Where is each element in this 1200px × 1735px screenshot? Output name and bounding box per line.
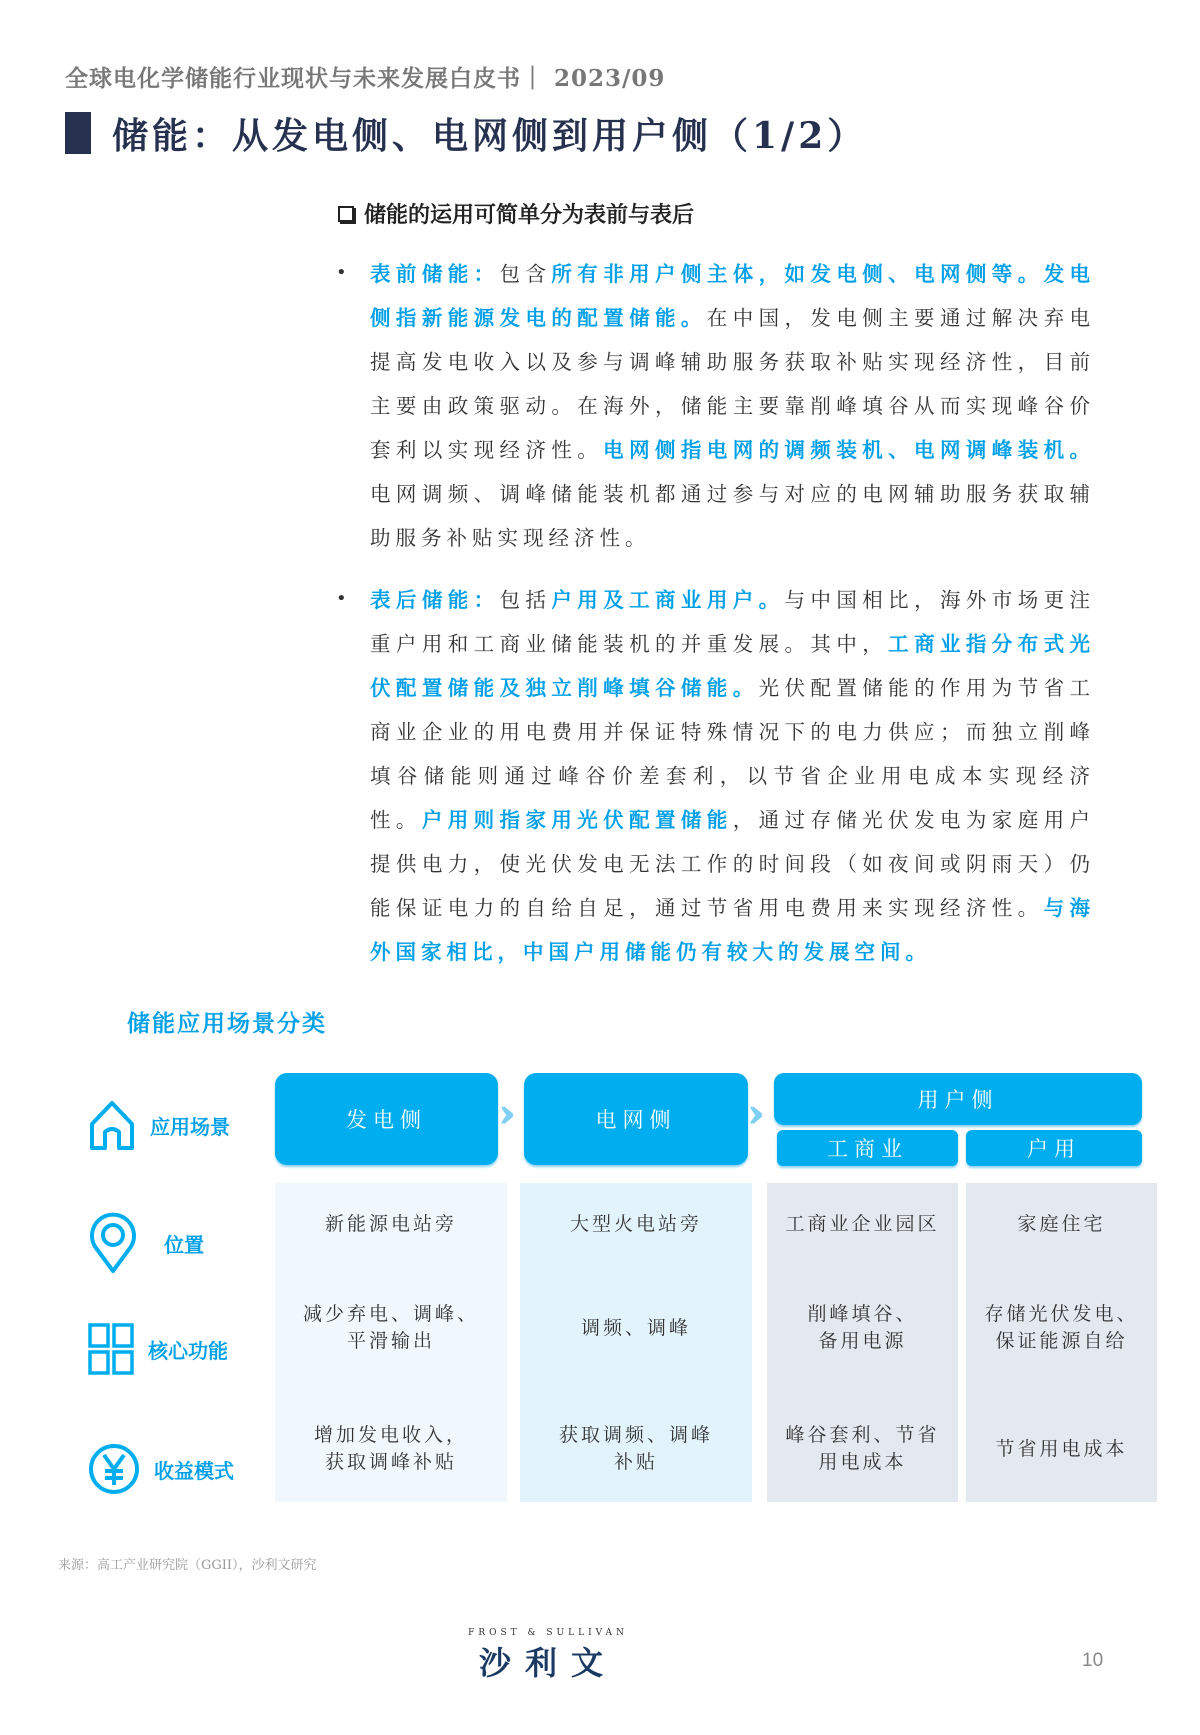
diagram-title: 储能应用场景分类 [127,1010,327,1037]
cell-location: 家庭住宅 [1017,1212,1106,1235]
highlighted-text: 与海外国家相比，中国户用储能仍有较大的发展空间。 [370,896,1096,964]
source-note: 来源：高工产业研究院（GGII），沙利文研究 [58,1558,317,1573]
row-label-text: 应用场景 [150,1114,230,1139]
bullet-dot-icon: • [336,262,347,283]
bullet-dot-icon: • [336,588,347,609]
row-label-text: 核心功能 [148,1338,228,1363]
body-text: ，通过存储光伏发电为家庭用户提供电力，使光伏发电无法工作的时间段（如夜间或阴雨天）仍能保证电力的自给自足，通过节省用电费用来实现经济性。 [370,808,1096,920]
column-grid [520,1183,752,1502]
location-pin-icon [88,1212,138,1274]
body-text: 电网调频、调峰储能装机都通过参与对应的电网辅助服务获取辅助服务补贴实现经济性。 [370,482,1095,550]
checkbox-square-icon [338,206,354,222]
bullet-paragraph [370,578,1095,974]
highlighted-text: 表后储能： [370,588,500,612]
cell-revenue: 节省用电成本 [995,1437,1128,1460]
cell-function: 存储光伏发电、 保证能源自给 [984,1303,1139,1352]
highlighted-text: 户用及工商业用户。 [551,588,785,612]
cell-function: 削峰填谷、 备用电源 [807,1303,918,1352]
title-accent-bar [65,112,91,154]
logo-en: FROST & SULLIVAN [468,1628,628,1638]
body-text: 光伏配置储能的作用为节省工商业企业的用电费用并保证特殊情况下的电力供应；而独立削峰填谷储能则通过峰谷价差套利，以节省企业用电成本实现经济性。 [370,676,1096,832]
highlighted-text: 工商业指分布式光伏配置储能及独立削峰填谷储能。 [370,632,1096,700]
subheading-text: 储能的运用可简单分为表前与表后 [364,202,695,228]
header-grid-side: 电网侧 [524,1073,748,1165]
subheading [338,198,694,229]
chevron-right-icon: ›› [498,1090,502,1137]
row-label-text: 位置 [164,1232,204,1257]
frost-sullivan-logo [460,1628,636,1684]
body-text: 包含 [499,262,552,286]
row-label-location [88,1212,204,1274]
highlighted-text: 所有非用户侧主体，如发电侧、电网侧等。发电侧指新能源发电的配置储能。 [370,262,1096,330]
cell-revenue: 获取调频、调峰 补贴 [558,1424,713,1473]
row-label-scenario [88,1098,230,1152]
header-user-side: 用户侧 [774,1073,1142,1125]
chevron-right-icon: ›› [747,1090,751,1137]
cell-revenue: 峰谷套利、节省 用电成本 [785,1424,940,1473]
document-header: 全球电化学储能行业现状与未来发展白皮书｜ 2023/09 [65,65,666,92]
cell-location: 工商业企业园区 [785,1212,940,1235]
column-generation [275,1183,507,1502]
body-text: 包括 [499,588,552,612]
row-label-function [88,1323,228,1375]
cell-location: 大型火电站旁 [569,1212,702,1235]
cell-function: 调频、调峰 [580,1316,691,1339]
bullet-paragraph [370,252,1095,560]
row-label-text: 收益模式 [154,1458,234,1483]
column-household [966,1183,1157,1502]
header-household: 户用 [966,1130,1142,1166]
highlighted-text: 户用则指家用光伏配置储能 [421,808,733,832]
highlighted-text: 电网侧指电网的调频装机、电网调峰装机。 [603,438,1096,462]
home-icon [88,1098,136,1152]
cell-location: 新能源电站旁 [324,1212,457,1235]
page-number: 10 [1082,1650,1104,1671]
page-title: 储能：从发电侧、电网侧到用户侧（1/2） [112,115,868,157]
cell-function: 减少弃电、调峰、 平滑输出 [302,1303,479,1352]
logo-cn: 沙利文 [478,1644,617,1682]
header-commercial-industrial: 工商业 [777,1130,958,1166]
body-text: 与中国相比，海外市场更注重户用和工商业储能装机的并重发展。其中， [370,588,1096,656]
header-generation-side: 发电侧 [275,1073,498,1165]
yen-icon [88,1443,140,1495]
bullet-front-of-meter [336,252,1096,560]
column-commercial [767,1183,958,1502]
highlighted-text: 表前储能： [370,262,500,286]
row-label-revenue [88,1443,234,1495]
body-text: 在中国，发电侧主要通过解决弃电提高发电收入以及参与调峰辅助服务获取补贴实现经济性，目前主要由政策驱动。在海外，储能主要靠削峰填谷从而实现峰谷价套利以实现经济性。 [370,306,1095,462]
cell-revenue: 增加发电收入， 获取调峰补贴 [313,1424,468,1473]
grid-icon [88,1323,134,1375]
bullet-behind-meter [336,578,1096,974]
